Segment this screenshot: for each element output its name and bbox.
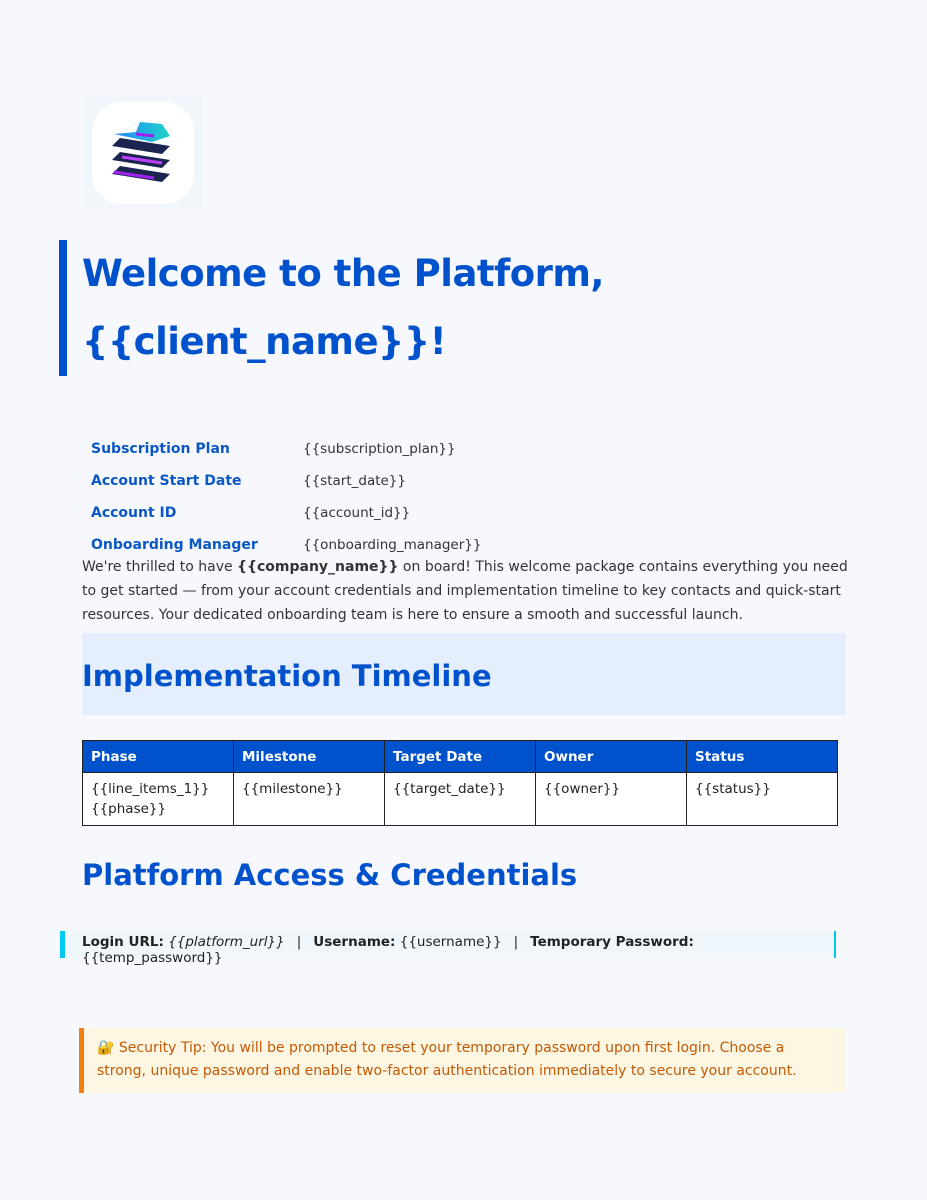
separator: | xyxy=(513,934,519,950)
detail-value: {{subscription_plan}} xyxy=(303,441,456,457)
table-header-row xyxy=(83,741,838,773)
detail-value: {{onboarding_manager}} xyxy=(303,537,482,553)
intro-paragraph xyxy=(82,555,848,627)
title-line-2: {{client_name}}! xyxy=(82,320,447,363)
account-details xyxy=(91,433,481,561)
detail-label: Account Start Date xyxy=(91,473,242,489)
table-cell: {{target_date}} xyxy=(385,773,536,826)
detail-value: {{account_id}} xyxy=(303,505,411,521)
detail-label: Account ID xyxy=(91,505,177,521)
table-cell: {{status}} xyxy=(687,773,838,826)
access-heading: Platform Access & Credentials xyxy=(82,858,578,892)
detail-label: Subscription Plan xyxy=(91,441,230,457)
company-logo xyxy=(84,96,202,210)
timeline-heading: Implementation Timeline xyxy=(82,659,492,693)
credentials-bar xyxy=(60,931,836,966)
login-label: Login URL: xyxy=(82,934,164,950)
page-title xyxy=(59,240,759,376)
table-cell: {{milestone}} xyxy=(234,773,385,826)
detail-row xyxy=(91,465,481,497)
stack-logo-icon xyxy=(92,102,194,204)
title-line-1: Welcome to the Platform, xyxy=(82,252,604,295)
company-name: {{company_name}} xyxy=(237,559,399,575)
tip-text: Security Tip: You will be prompted to reset your temporary password upon first login. Choose a strong, unique password and enable two-factor authentication immediately to secure your account. xyxy=(97,1040,797,1079)
password-value: {{temp_password}} xyxy=(82,950,223,966)
table-cell: {{line_items_1}}{{phase}} xyxy=(83,773,234,826)
column-header: Phase xyxy=(83,741,234,773)
password-label: Temporary Password: xyxy=(530,934,694,950)
column-header: Owner xyxy=(536,741,687,773)
column-header: Status xyxy=(687,741,838,773)
intro-text: We're thrilled to have xyxy=(82,559,238,575)
lock-icon: 🔐 xyxy=(97,1040,115,1056)
column-header: Target Date xyxy=(385,741,536,773)
detail-value: {{start_date}} xyxy=(303,473,406,489)
username-value: {{username}} xyxy=(399,934,502,950)
login-url: {{platform_url}} xyxy=(168,934,285,950)
separator: | xyxy=(296,934,302,950)
table-cell: {{owner}} xyxy=(536,773,687,826)
detail-label: Onboarding Manager xyxy=(91,537,258,553)
detail-row xyxy=(91,497,481,529)
table-row xyxy=(83,773,838,826)
detail-row xyxy=(91,433,481,465)
timeline-table xyxy=(82,740,838,826)
column-header: Milestone xyxy=(234,741,385,773)
username-label: Username: xyxy=(313,934,396,950)
security-tip xyxy=(79,1028,846,1093)
intro-text: on board! This welcome package contains everything you need to get started — from your account credentials and implementation timeline to key contacts and quick-start resources. Your dedicated onboarding team is here to ensure a smooth and successful launch. xyxy=(82,559,848,623)
